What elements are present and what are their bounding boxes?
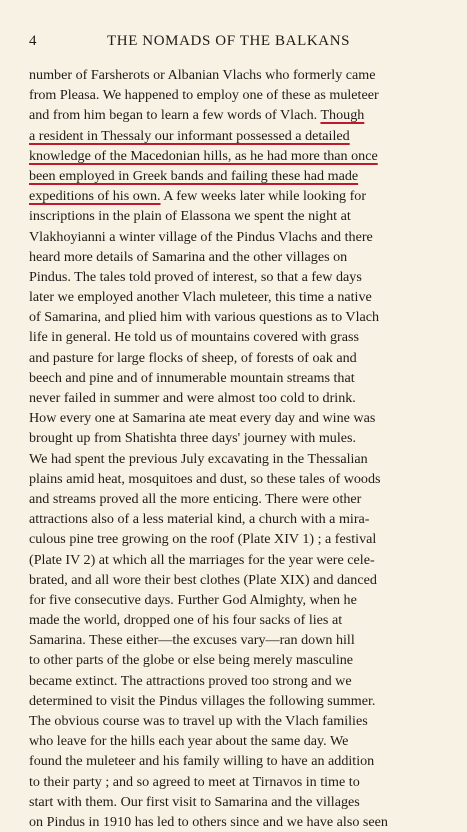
text-line: and streams proved all the more enticing. There were other: [29, 490, 362, 507]
text-segment: A few weeks later while looking for: [160, 188, 367, 205]
body-text: [29, 65, 438, 832]
text-line: for five consecutive days. Further God Almighty, when he: [29, 591, 357, 608]
text-line: culous pine tree growing on the roof (Plate XIV 1) ; a festival: [29, 531, 377, 548]
text-line: inscriptions in the plain of Elassona we spent the night at: [29, 208, 351, 225]
text-line: plains amid heat, mosquitoes and dust, so these tales of woods: [29, 470, 381, 487]
text-line: The obvious course was to travel up with the Vlach families: [29, 713, 368, 729]
text-line: attractions also of a less material kind, a church with a mira-: [29, 511, 370, 528]
text-line: We had spent the previous July excavating in the Thessalian: [29, 450, 368, 467]
text-line: brought up from Shatishta three days' journey with mules.: [29, 430, 357, 447]
text-line: never failed in summer and were almost too cold to drink.: [29, 390, 356, 406]
text-line: start with them. Our first visit to Samarina and the villages: [29, 793, 360, 810]
text-segment: and from him began to learn a few words of Vlach.: [29, 107, 321, 124]
highlighted-text: knowledge of the Macedonian hills, as he had more than once: [29, 147, 378, 164]
text-line: later we employed another Vlach muleteer, this time a native: [29, 289, 372, 306]
text-line: found the muleteer and his family willing to have an addition: [29, 753, 375, 770]
text-line: [29, 166, 438, 186]
running-title: THE NOMADS OF THE BALKANS: [107, 33, 351, 49]
text-line: beech and pine and of innumerable mountain streams that: [29, 369, 355, 386]
text-line: of Samarina, and plied him with various questions as to Vlach: [29, 309, 380, 326]
page-number: 4: [29, 33, 38, 49]
text-line: number of Farsherots or Albanian Vlachs who formerly came: [29, 67, 376, 83]
highlighted-text: a resident in Thessaly our informant possessed a detailed: [29, 127, 350, 144]
text-line: Vlakhoyianni a winter village of the Pindus Vlachs and there: [29, 228, 373, 245]
text-line: Samarina. These either—the excuses vary—ran down hill: [29, 632, 355, 649]
page-header: [29, 33, 438, 55]
text-line: to their party ; and so agreed to meet at Tirnavos in time to: [29, 773, 360, 790]
text-line: [29, 126, 438, 146]
text-line: brated, and all wore their best clothes (Plate XIX) and danced: [29, 571, 377, 588]
text-line: heard more details of Samarina and the other villages on: [29, 248, 348, 265]
text-line: and pasture for large flocks of sheep, of forests of oak and: [29, 349, 357, 366]
text-line: (Plate IV 2) at which all the marriages for the year were cele-: [29, 551, 375, 568]
highlighted-text: been employed in Greek bands and failing these had made: [29, 167, 359, 184]
text-line: [29, 146, 438, 166]
text-line: on Pindus in 1910 has led to others since and we have also seen: [29, 813, 388, 830]
text-line: life in general. He told us of mountains covered with grass: [29, 329, 359, 346]
text-line: determined to visit the Pindus villages the following summer.: [29, 692, 376, 709]
text-line: who leave for the hills each year about the same day. We: [29, 733, 349, 750]
highlighted-text: Though: [320, 107, 365, 124]
text-line: made the world, dropped one of his four sacks of lies at: [29, 612, 343, 629]
text-line: became extinct. The attractions proved too strong and we: [29, 672, 352, 689]
text-line: Pindus. The tales told proved of interest, so that a few days: [29, 268, 362, 285]
text-line: from Pleasa. We happened to employ one of these as muleteer: [29, 87, 379, 104]
highlighted-text: expeditions of his own.: [29, 188, 161, 205]
text-line: [29, 105, 438, 125]
text-line: to other parts of the globe or else being merely masculine: [29, 652, 354, 669]
text-line: [29, 186, 438, 206]
text-line: How every one at Samarina ate meat every day and wine was: [29, 410, 376, 427]
